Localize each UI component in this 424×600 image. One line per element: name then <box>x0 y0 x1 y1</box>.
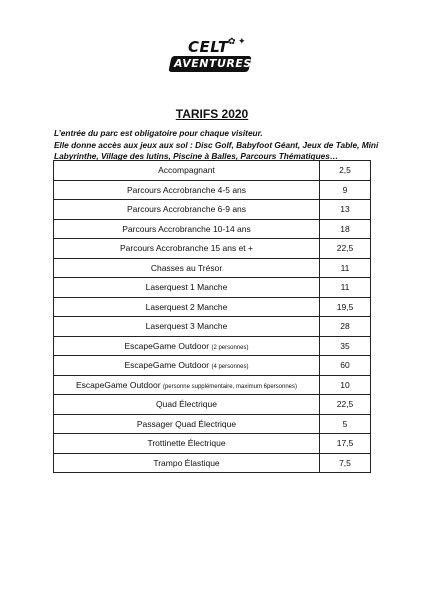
table-row <box>54 278 371 298</box>
price-cell: 28 <box>320 317 371 337</box>
activity-cell <box>54 297 320 317</box>
table-row <box>54 219 371 239</box>
price-cell: 13 <box>320 200 371 220</box>
intro-line-2: Elle donne accès aux jeux aux sol : Disc Golf, Babyfoot Géant, Jeux de Table, Mini Labyrinthe, Village des lutins, Piscine à Balles, Parcours Thématiques… <box>54 139 379 161</box>
intro-line-1: L’entrée du parc est obligatoire pour chaque visiteur. <box>54 128 263 138</box>
activity-note: (2 personnes) <box>211 344 249 351</box>
activity-label: Chasses au Trésor <box>150 262 223 273</box>
activity-label: Laserquest 3 Manche <box>145 321 228 332</box>
price-cell: 22,5 <box>320 239 371 259</box>
price-cell: 22,5 <box>320 395 371 415</box>
table-row <box>54 200 371 220</box>
price-cell: 7,5 <box>320 453 371 473</box>
table-row <box>54 258 371 278</box>
activity-label: Parcours Accrobranche 6-9 ans <box>126 204 247 215</box>
activity-label: Laserquest 2 Manche <box>145 301 228 312</box>
activity-cell <box>54 395 320 415</box>
price-cell: 10 <box>320 375 371 395</box>
intro-text <box>54 128 384 163</box>
activity-label: Trampo Élastique <box>153 457 220 468</box>
activity-cell <box>54 356 320 376</box>
table-row <box>54 453 371 473</box>
logo-text-celt: CELT <box>188 38 229 56</box>
activity-cell <box>54 161 320 181</box>
table-row <box>54 395 371 415</box>
price-cell: 2,5 <box>320 161 371 181</box>
page-title: TARIFS 2020 <box>175 107 249 121</box>
table-row <box>54 434 371 454</box>
table-row <box>54 336 371 356</box>
celt-aventures-logo <box>170 36 250 80</box>
table-row <box>54 356 371 376</box>
table-row <box>54 161 371 181</box>
activity-label: EscapeGame Outdoor <box>124 360 210 371</box>
activity-cell <box>54 317 320 337</box>
activity-cell <box>54 180 320 200</box>
activity-cell <box>54 414 320 434</box>
price-cell: 9 <box>320 180 371 200</box>
activity-cell <box>54 375 320 395</box>
price-cell: 18 <box>320 219 371 239</box>
price-cell: 17,5 <box>320 434 371 454</box>
activity-label: Passager Quad Électrique <box>136 418 237 429</box>
activity-label: Parcours Accrobranche 15 ans et + <box>119 243 253 254</box>
table-row <box>54 414 371 434</box>
table-row <box>54 375 371 395</box>
activity-label: Accompagnant <box>158 165 215 176</box>
table-row <box>54 180 371 200</box>
price-cell: 5 <box>320 414 371 434</box>
activity-note: (4 personnes) <box>211 364 249 371</box>
activity-cell <box>54 336 320 356</box>
activity-cell <box>54 258 320 278</box>
activity-cell <box>54 200 320 220</box>
table-row <box>54 317 371 337</box>
activity-note: (personne supplémentaire, maximum 6personnes) <box>162 383 298 390</box>
activity-cell <box>54 239 320 259</box>
table-row <box>54 297 371 317</box>
price-table <box>53 160 371 473</box>
table-row <box>54 239 371 259</box>
activity-cell <box>54 453 320 473</box>
logo-text-aventures: AVENTURES <box>174 57 252 70</box>
activity-label: EscapeGame Outdoor <box>124 340 210 351</box>
activity-label: Trottinette Électrique <box>147 438 226 449</box>
activity-label: Quad Électrique <box>156 399 217 410</box>
price-cell: 11 <box>320 278 371 298</box>
price-cell: 60 <box>320 356 371 376</box>
activity-cell <box>54 278 320 298</box>
activity-cell <box>54 434 320 454</box>
price-cell: 35 <box>320 336 371 356</box>
price-cell: 11 <box>320 258 371 278</box>
activity-cell <box>54 219 320 239</box>
activity-label: Laserquest 1 Manche <box>145 282 228 293</box>
activity-label: EscapeGame Outdoor <box>75 379 161 390</box>
logo-decoration: ✿ ✦ <box>228 36 246 46</box>
activity-label: Parcours Accrobranche 4-5 ans <box>126 184 247 195</box>
price-cell: 19,5 <box>320 297 371 317</box>
activity-label: Parcours Accrobranche 10-14 ans <box>122 223 251 234</box>
